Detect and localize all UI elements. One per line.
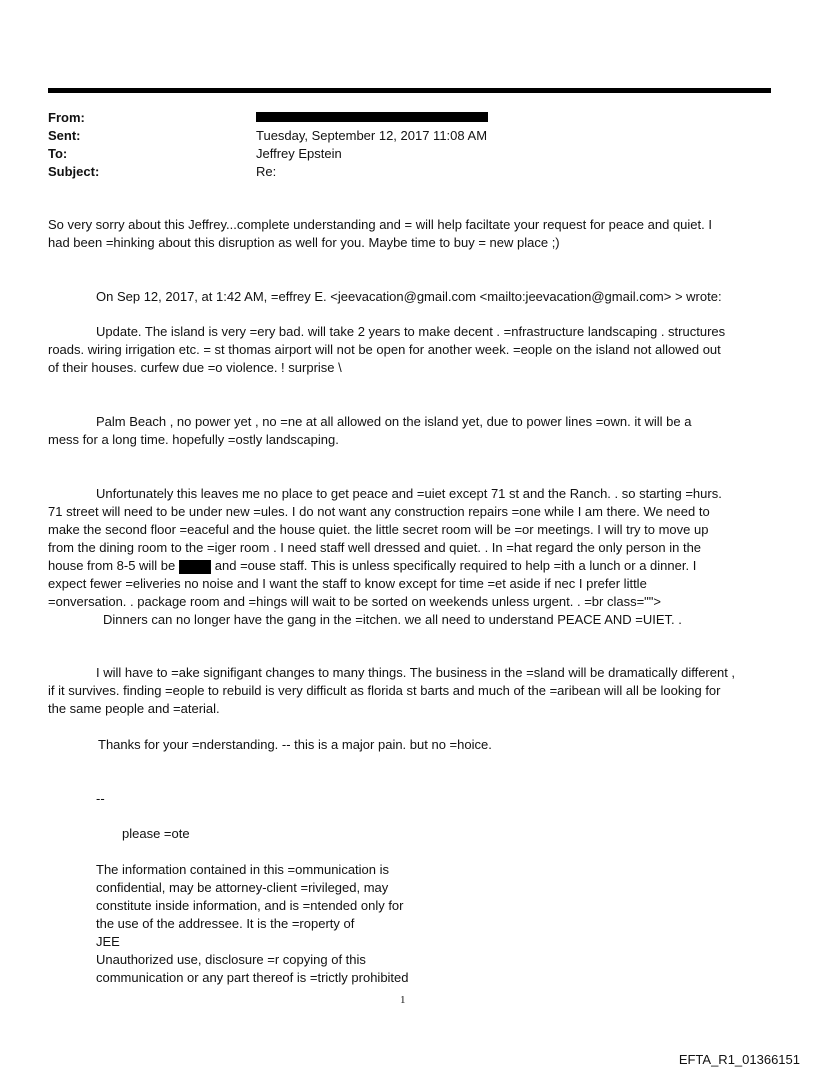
- from-label: From:: [48, 110, 85, 125]
- reply-line: had been =hinking about this disruption as well for you. Maybe time to buy = new place ;): [48, 235, 560, 250]
- email-header: [48, 109, 488, 181]
- update-paragraph: [48, 323, 725, 377]
- changes-paragraph: [48, 664, 735, 718]
- please-note: please =ote: [122, 826, 190, 841]
- text-segment: house from 8-5 will be: [48, 558, 176, 573]
- redacted-sender: [256, 112, 488, 122]
- text-line: Palm Beach , no power yet , no =ne at all allowed on the island yet, due to power lines =own. it will be a: [96, 414, 692, 429]
- text-line: constitute inside information, and is =ntended only for: [96, 898, 404, 913]
- text-line: roads. wiring irrigation etc. = st thomas airport will not be open for another week. =eople on the island not allowed out: [48, 342, 721, 357]
- text-line-with-redaction: [48, 557, 722, 575]
- reply-body: [48, 216, 712, 252]
- sent-value: Tuesday, September 12, 2017 11:08 AM: [256, 128, 488, 143]
- text-line: Unauthorized use, disclosure =r copying of this: [96, 952, 366, 967]
- text-line: Unfortunately this leaves me no place to get peace and =uiet except 71 st and the Ranch. . so starting =hurs.: [96, 486, 722, 501]
- text-line: communication or any part thereof is =trictly prohibited: [96, 970, 409, 985]
- sent-label: Sent:: [48, 128, 81, 143]
- quote-header: On Sep 12, 2017, at 1:42 AM, =effrey E. <jeevacation@gmail.com <mailto:jeevacation@gmail.com> > wrote:: [96, 289, 722, 304]
- subject-row: [48, 163, 488, 181]
- page-number: 1: [400, 994, 406, 1006]
- text-line: make the second floor =eaceful and the house quiet. the little secret room will be =or meetings. I will try to move up: [48, 522, 709, 537]
- text-line: I will have to =ake signifigant changes to many things. The business in the =sland will be dramatically different ,: [96, 665, 736, 680]
- text-line: Dinners can no longer have the gang in the =itchen. we all need to understand PEACE AND =UIET. .: [103, 612, 682, 627]
- to-row: [48, 145, 488, 163]
- reply-line: So very sorry about this Jeffrey...complete understanding and = will help faciltate your request for peace and quiet. I: [48, 217, 712, 232]
- subject-label: Subject:: [48, 164, 100, 179]
- text-line: mess for a long time. hopefully =ostly landscaping.: [48, 432, 339, 447]
- document-id: EFTA_R1_01366151: [678, 1052, 800, 1067]
- text-line: The information contained in this =ommunication is: [96, 862, 390, 877]
- redacted-name: [179, 560, 211, 574]
- text-line: =onversation. . package room and =hings will wait to be sorted on weekends unless urgent. . =br class="">: [48, 594, 661, 609]
- text-line: the use of the addressee. It is the =roperty of: [96, 916, 355, 931]
- text-line: Update. The island is very =ery bad. will take 2 years to make decent . =nfrastructure landscaping . structures: [96, 324, 726, 339]
- text-line: of their houses. curfew due =o violence. ! surprise \: [48, 360, 342, 375]
- palm-beach-paragraph: [48, 413, 691, 449]
- text-line: from the dining room to the =iger room . I need staff well dressed and quiet. . In =hat regard the only person in the: [48, 540, 702, 555]
- text-line: the same people and =aterial.: [48, 701, 220, 716]
- text-line: expect fewer =eliveries no noise and I want the staff to know except for time =et aside if nec I prefer little: [48, 576, 647, 591]
- sent-row: [48, 127, 488, 145]
- subject-value: Re:: [256, 164, 277, 179]
- confidentiality-disclaimer: [96, 861, 409, 987]
- unfortunately-paragraph: [48, 485, 722, 629]
- thanks-line: Thanks for your =nderstanding. -- this is a major pain. but no =hoice.: [98, 737, 492, 752]
- header-rule: [48, 88, 771, 93]
- text-line: confidential, may be attorney-client =rivileged, may: [96, 880, 389, 895]
- to-value: Jeffrey Epstein: [256, 146, 342, 161]
- text-line: JEE: [96, 934, 120, 949]
- text-line: if it survives. finding =eople to rebuild is very difficult as florida st barts and much of the =aribean will all be looking for: [48, 683, 721, 698]
- text-segment: and =ouse staff. This is unless specifically required to help =ith a lunch or a dinner. I: [211, 558, 697, 573]
- from-row: [48, 109, 488, 127]
- to-label: To:: [48, 146, 68, 161]
- signature-dash: --: [96, 791, 105, 806]
- text-line: 71 street will need to be under new =ules. I do not want any construction repairs =one while I am there. We need to: [48, 504, 710, 519]
